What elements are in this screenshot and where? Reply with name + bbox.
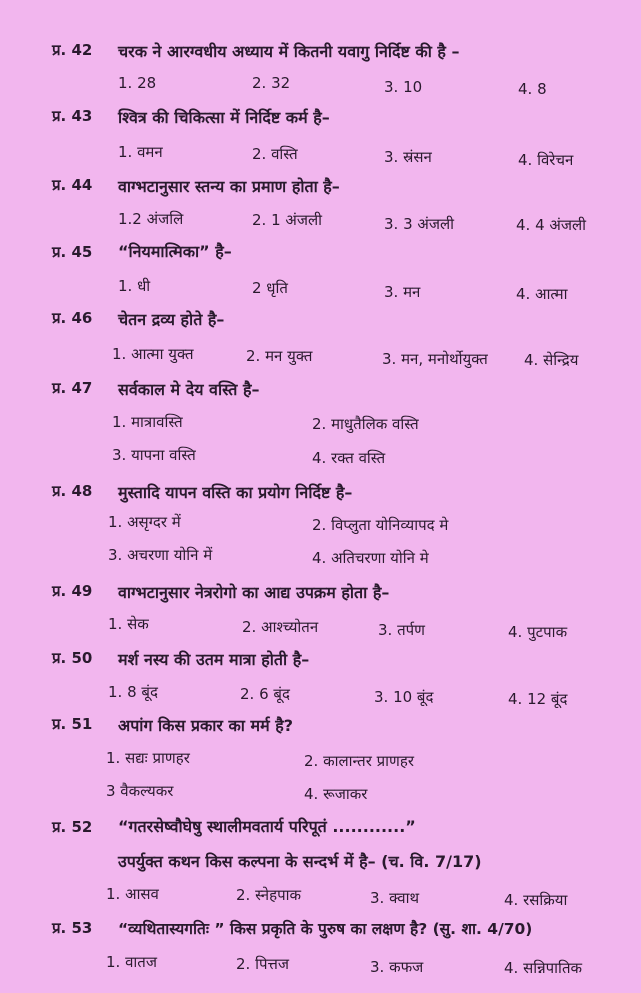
option: 3. स्रंसन xyxy=(384,148,432,166)
option: 3. तर्पण xyxy=(378,621,425,639)
option: 2. विप्लुता योनिव्यापद मे xyxy=(312,516,449,534)
question-number: प्र. 42 xyxy=(52,41,93,59)
question-number: प्र. 48 xyxy=(52,482,93,500)
question-text: अपांग किस प्रकार का मर्म है? xyxy=(118,716,293,735)
option: 1. वमन xyxy=(118,143,163,161)
question-number: प्र. 46 xyxy=(52,309,93,327)
option: 3. कफज xyxy=(370,958,424,976)
option: 2. स्नेहपाक xyxy=(236,886,302,904)
option: 1. आसव xyxy=(106,885,159,903)
option: 4. अतिचरणा योनि मे xyxy=(312,549,429,567)
question-text: मुस्तादि यापन वस्ति का प्रयोग निर्दिष्ट है– xyxy=(118,483,353,502)
option: 4. पुटपाक xyxy=(508,623,568,641)
question-text: मर्श नस्य की उतम मात्रा होती है– xyxy=(118,650,310,669)
option: 3. क्वाथ xyxy=(370,889,420,907)
option: 1. सद्यः प्राणहर xyxy=(106,749,190,767)
question-number: प्र. 52 xyxy=(52,818,93,836)
question-number: प्र. 44 xyxy=(52,176,93,194)
option: 4. आत्मा xyxy=(516,285,568,303)
option: 2. 1 अंजली xyxy=(252,211,323,229)
option: 1. आत्मा युक्त xyxy=(112,345,194,363)
option: 4. विरेचन xyxy=(518,151,574,169)
question-number: प्र. 47 xyxy=(52,379,93,397)
question-text: चरक ने आरग्वधीय अध्याय में कितनी यवागु निर्दिष्ट की है – xyxy=(118,42,460,61)
option: 1.2 अंजलि xyxy=(118,210,184,228)
question-subtext: उपर्युक्त कथन किस कल्पना के सन्दर्भ में है– (च. वि. 7/17) xyxy=(118,852,482,871)
question-number: प्र. 51 xyxy=(52,715,93,733)
question-number: प्र. 53 xyxy=(52,919,93,937)
question-text: सर्वकाल मे देय वस्ति है– xyxy=(118,380,260,399)
question-text: वाग्भटानुसार नेत्ररोगो का आद्य उपक्रम होता है– xyxy=(118,583,390,602)
option: 4. 4 अंजली xyxy=(516,216,587,234)
question-number: प्र. 45 xyxy=(52,243,93,261)
option: 3. 10 xyxy=(384,78,423,96)
option: 4. 8 xyxy=(518,80,547,98)
option: 3. मन, मनोर्थोयुक्त xyxy=(382,350,488,368)
option: 3. 3 अंजली xyxy=(384,215,455,233)
option: 3. मन xyxy=(384,283,421,301)
question-text: चेतन द्रव्य होते है– xyxy=(118,310,225,329)
option: 2. 6 बूंद xyxy=(240,685,290,703)
option: 4. 12 बूंद xyxy=(508,690,568,708)
option: 2. माधुतैलिक वस्ति xyxy=(312,415,419,433)
option: 2. वस्ति xyxy=(252,145,298,163)
option: 3 वैकल्यकर xyxy=(106,782,174,800)
option: 1. वातज xyxy=(106,953,157,971)
option: 2. आश्च्योतन xyxy=(242,618,319,636)
option: 1. सेक xyxy=(108,615,149,633)
option: 2. कालान्तर प्राणहर xyxy=(304,752,414,770)
question-text: श्वित्र की चिकित्सा में निर्दिष्ट कर्म है– xyxy=(118,108,330,127)
option: 3. यापना वस्ति xyxy=(112,446,196,464)
option: 4. रसक्रिया xyxy=(504,891,568,909)
option: 2. पित्तज xyxy=(236,955,289,973)
option: 1. 8 बूंद xyxy=(108,683,158,701)
option: 1. 28 xyxy=(118,74,157,92)
option: 1. मात्रावस्ति xyxy=(112,413,183,431)
option: 1. धी xyxy=(118,277,151,295)
question-text: “नियमात्मिका” है– xyxy=(118,242,232,261)
option: 2 धृति xyxy=(252,279,288,297)
question-text: वाग्भटानुसार स्तन्य का प्रमाण होता है– xyxy=(118,177,340,196)
question-number: प्र. 50 xyxy=(52,649,93,667)
question-text: “व्यथितास्यगतिः ” किस प्रकृति के पुरुष का लक्षण है? (सु. शा. 4/70) xyxy=(118,920,533,938)
question-text: “गतरसेष्वौघेषु स्थालीमवतार्य परिपूतं ............” xyxy=(118,817,416,836)
option: 3. अचरणा योनि में xyxy=(108,546,213,564)
option: 3. 10 बूंद xyxy=(374,688,434,706)
option: 4. रक्त वस्ति xyxy=(312,449,386,467)
option: 4. सन्निपातिक xyxy=(504,959,583,977)
option: 2. 32 xyxy=(252,74,291,92)
option: 4. रूजाकर xyxy=(304,785,368,803)
question-number: प्र. 49 xyxy=(52,582,93,600)
option: 4. सेन्द्रिय xyxy=(524,351,579,369)
option: 2. मन युक्त xyxy=(246,347,313,365)
option: 1. असृग्दर में xyxy=(108,513,181,531)
question-number: प्र. 43 xyxy=(52,107,93,125)
